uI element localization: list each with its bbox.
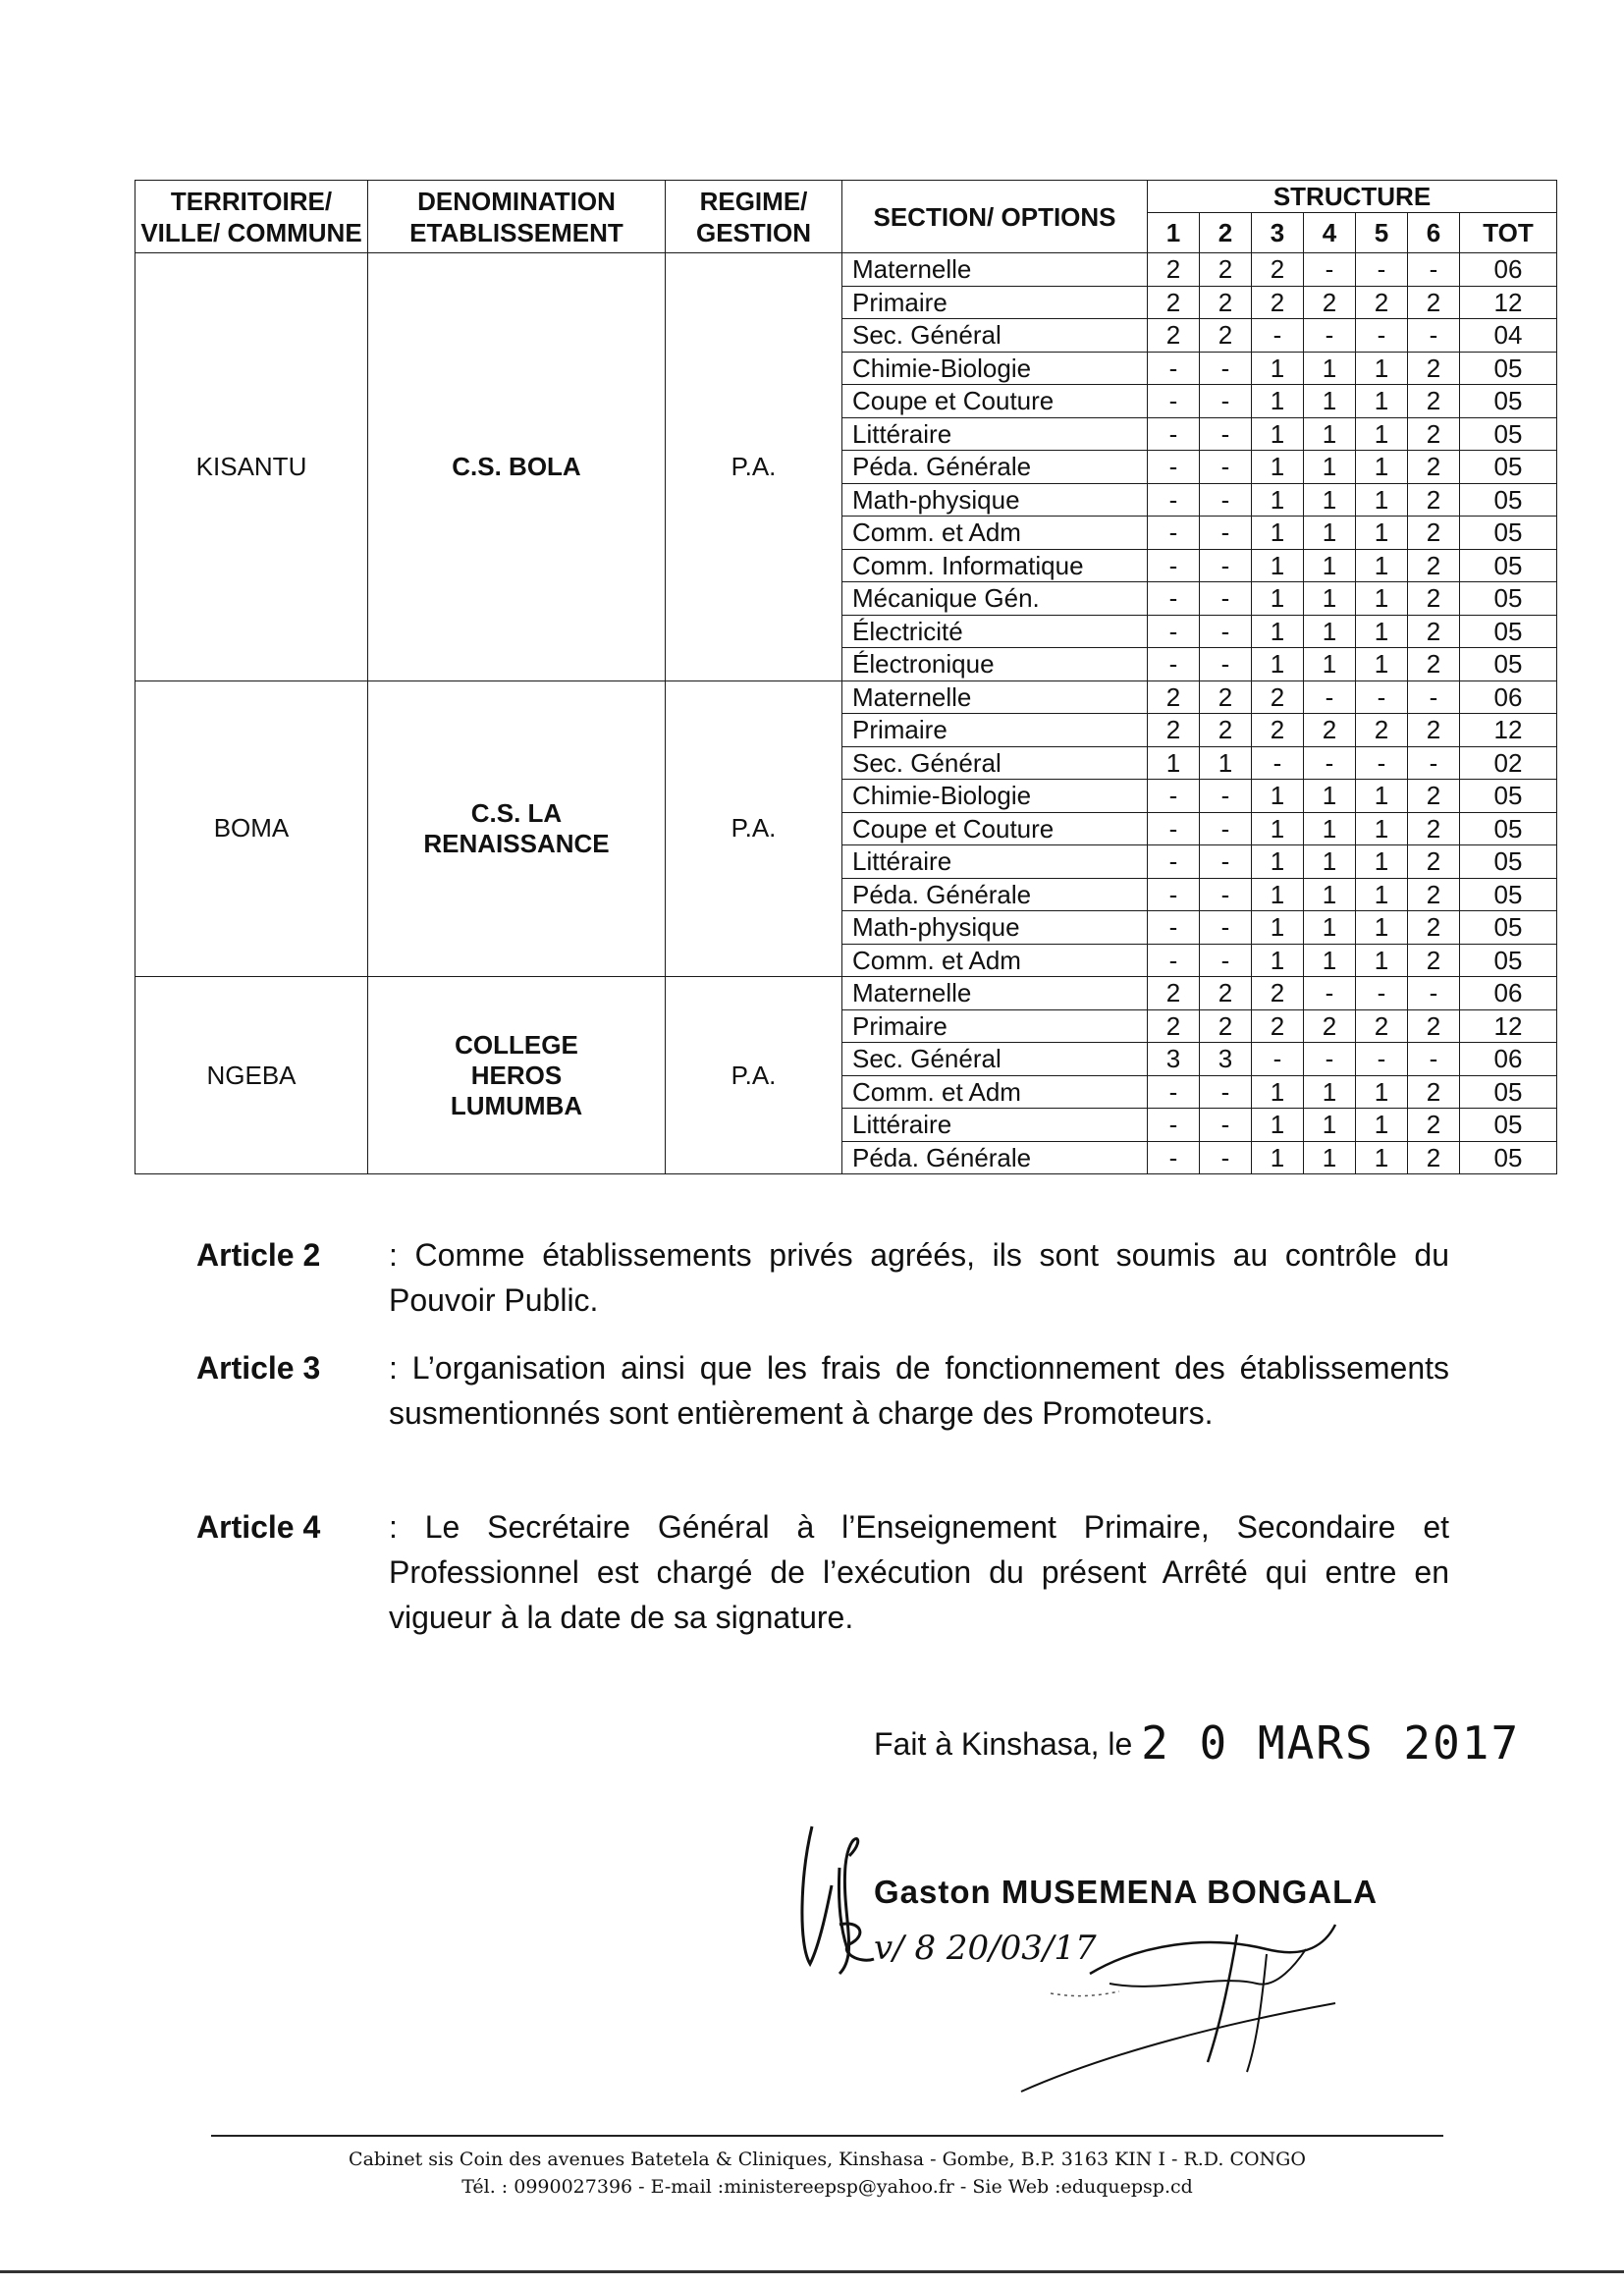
header-col-6: 6 <box>1408 213 1460 253</box>
structure-cell: 1 <box>1356 417 1408 451</box>
total-cell: 05 <box>1460 911 1557 945</box>
structure-cell: 1 <box>1356 451 1408 484</box>
establishment-table-wrapper <box>135 180 1556 1174</box>
signer-name: Gaston MUSEMENA BONGALA <box>874 1874 1379 1910</box>
structure-cell: - <box>1148 911 1200 945</box>
section-cell: Sec. Général <box>842 746 1148 780</box>
total-cell: 05 <box>1460 648 1557 681</box>
structure-cell: - <box>1148 780 1200 813</box>
structure-cell: - <box>1148 1075 1200 1109</box>
structure-cell: 1 <box>1304 1109 1356 1142</box>
structure-cell: - <box>1356 1043 1408 1076</box>
total-cell: 06 <box>1460 253 1557 287</box>
header-col-1: 1 <box>1148 213 1200 253</box>
structure-cell: 1 <box>1304 1141 1356 1174</box>
structure-cell: 1 <box>1252 648 1304 681</box>
header-col-4: 4 <box>1304 213 1356 253</box>
structure-cell: - <box>1200 648 1252 681</box>
total-cell: 05 <box>1460 385 1557 418</box>
total-cell: 05 <box>1460 1109 1557 1142</box>
structure-cell: 1 <box>1356 878 1408 911</box>
structure-cell: - <box>1148 615 1200 648</box>
structure-cell: 2 <box>1200 319 1252 353</box>
structure-cell: - <box>1408 319 1460 353</box>
total-cell: 06 <box>1460 680 1557 714</box>
structure-cell: 2 <box>1148 319 1200 353</box>
structure-cell: - <box>1408 680 1460 714</box>
header-territoire: TERRITOIRE/ VILLE/ COMMUNE <box>135 181 368 253</box>
structure-cell: 2 <box>1408 944 1460 977</box>
section-cell: Coupe et Couture <box>842 812 1148 845</box>
regime-cell-text: P.A. <box>731 1060 777 1090</box>
structure-cell: 1 <box>1304 944 1356 977</box>
section-cell: Maternelle <box>842 253 1148 287</box>
header-col-tot: TOT <box>1460 213 1557 253</box>
structure-cell: 1 <box>1304 417 1356 451</box>
footer-rule <box>211 2135 1443 2137</box>
structure-cell: 1 <box>1252 845 1304 879</box>
total-cell: 12 <box>1460 1009 1557 1043</box>
signature <box>1011 1905 1384 2101</box>
header-col-2: 2 <box>1200 213 1252 253</box>
section-cell: Électronique <box>842 648 1148 681</box>
structure-cell: 2 <box>1408 1009 1460 1043</box>
section-cell: Comm. et Adm <box>842 944 1148 977</box>
signoff-line <box>874 1716 1520 1769</box>
structure-cell: 1 <box>1252 1075 1304 1109</box>
structure-cell: 2 <box>1252 286 1304 319</box>
structure-cell: 2 <box>1252 1009 1304 1043</box>
structure-cell: - <box>1200 483 1252 517</box>
structure-cell: 1 <box>1304 1075 1356 1109</box>
total-cell: 05 <box>1460 845 1557 879</box>
footer <box>211 2146 1443 2201</box>
structure-cell: 2 <box>1408 1075 1460 1109</box>
structure-cell: 1 <box>1356 812 1408 845</box>
territoire-cell <box>135 253 368 681</box>
structure-cell: 1 <box>1356 615 1408 648</box>
structure-cell: 2 <box>1252 680 1304 714</box>
structure-cell: 2 <box>1304 286 1356 319</box>
structure-cell: 1 <box>1356 582 1408 616</box>
total-cell: 06 <box>1460 1043 1557 1076</box>
section-cell: Électricité <box>842 615 1148 648</box>
total-cell: 04 <box>1460 319 1557 353</box>
total-cell: 02 <box>1460 746 1557 780</box>
structure-cell: - <box>1148 944 1200 977</box>
structure-cell: - <box>1148 845 1200 879</box>
structure-cell: - <box>1148 483 1200 517</box>
regime-cell <box>666 680 842 977</box>
structure-cell: - <box>1200 878 1252 911</box>
structure-cell: 1 <box>1356 483 1408 517</box>
structure-cell: - <box>1200 911 1252 945</box>
structure-cell: - <box>1200 385 1252 418</box>
article-label: Article 2 <box>196 1237 321 1273</box>
structure-cell: 2 <box>1408 517 1460 550</box>
structure-cell: - <box>1200 352 1252 385</box>
territoire-cell-text: KISANTU <box>195 451 307 481</box>
total-cell: 05 <box>1460 483 1557 517</box>
total-cell: 05 <box>1460 352 1557 385</box>
section-cell: Littéraire <box>842 417 1148 451</box>
etablissement-cell-text: COLLEGE HEROS LUMUMBA <box>450 1029 583 1120</box>
structure-cell: 2 <box>1148 253 1200 287</box>
establishment-table <box>135 180 1557 1174</box>
structure-cell: - <box>1200 549 1252 582</box>
structure-cell: 1 <box>1356 845 1408 879</box>
section-cell: Comm. Informatique <box>842 549 1148 582</box>
structure-cell: 1 <box>1252 615 1304 648</box>
structure-cell: 1 <box>1304 385 1356 418</box>
etablissement-cell-text: C.S. BOLA <box>452 451 581 481</box>
structure-cell: - <box>1356 680 1408 714</box>
structure-cell: 2 <box>1408 615 1460 648</box>
structure-cell: 1 <box>1252 483 1304 517</box>
structure-cell: 2 <box>1408 648 1460 681</box>
structure-cell: 1 <box>1304 615 1356 648</box>
structure-cell: 1 <box>1304 451 1356 484</box>
structure-cell: - <box>1200 517 1252 550</box>
structure-cell: 2 <box>1148 1009 1200 1043</box>
structure-cell: 1 <box>1304 352 1356 385</box>
structure-cell: - <box>1304 253 1356 287</box>
structure-cell: 1 <box>1252 582 1304 616</box>
total-cell: 05 <box>1460 615 1557 648</box>
structure-cell: 2 <box>1408 714 1460 747</box>
section-cell: Sec. Général <box>842 319 1148 353</box>
structure-cell: 1 <box>1252 780 1304 813</box>
structure-cell: 1 <box>1252 517 1304 550</box>
structure-cell: - <box>1148 385 1200 418</box>
total-cell: 05 <box>1460 417 1557 451</box>
structure-cell: 2 <box>1408 549 1460 582</box>
territoire-cell-text: BOMA <box>213 813 290 844</box>
structure-cell: - <box>1148 582 1200 616</box>
structure-cell: 1 <box>1304 911 1356 945</box>
total-cell: 05 <box>1460 517 1557 550</box>
structure-cell: 1 <box>1356 352 1408 385</box>
structure-cell: 1 <box>1304 517 1356 550</box>
total-cell: 05 <box>1460 451 1557 484</box>
article-text: : Le Secrétaire Général à l’Enseignement Primaire, Secondaire et Professionnel est chargé de l’exécution du présent Arrêté qui entre en vigueur à la date de sa signature. <box>389 1509 1449 1635</box>
footer-contact: Tél. : 0990027396 - E-mail :ministereepsp@yahoo.fr - Sie Web :eduquepsp.cd <box>461 2176 1193 2198</box>
structure-cell: - <box>1200 417 1252 451</box>
structure-cell: - <box>1200 944 1252 977</box>
total-cell: 12 <box>1460 286 1557 319</box>
section-cell: Chimie-Biologie <box>842 780 1148 813</box>
section-cell: Maternelle <box>842 680 1148 714</box>
etablissement-cell <box>368 680 666 977</box>
total-cell: 05 <box>1460 1141 1557 1174</box>
section-cell: Primaire <box>842 1009 1148 1043</box>
structure-cell: - <box>1252 319 1304 353</box>
total-cell: 12 <box>1460 714 1557 747</box>
section-cell: Primaire <box>842 714 1148 747</box>
structure-cell: 1 <box>1252 944 1304 977</box>
header-col-3: 3 <box>1252 213 1304 253</box>
structure-cell: 2 <box>1356 286 1408 319</box>
structure-cell: - <box>1304 680 1356 714</box>
total-cell: 06 <box>1460 977 1557 1010</box>
structure-cell: 2 <box>1200 680 1252 714</box>
structure-cell: - <box>1356 746 1408 780</box>
structure-cell: 2 <box>1408 483 1460 517</box>
structure-cell: 2 <box>1408 352 1460 385</box>
regime-cell <box>666 253 842 681</box>
article-label: Article 3 <box>196 1350 321 1386</box>
structure-cell: 1 <box>1356 944 1408 977</box>
date-stamp: 2 0 MARS 2017 <box>1141 1716 1521 1769</box>
structure-cell: 2 <box>1408 385 1460 418</box>
structure-cell: 1 <box>1356 385 1408 418</box>
header-section: SECTION/ OPTIONS <box>842 181 1148 253</box>
structure-cell: 2 <box>1304 1009 1356 1043</box>
section-cell: Math-physique <box>842 483 1148 517</box>
table-row <box>135 680 1557 714</box>
article-text: : L’organisation ainsi que les frais de fonctionnement des établissements susmentionnés sont entièrement à charge des Promoteurs. <box>389 1350 1449 1431</box>
section-cell: Péda. Générale <box>842 451 1148 484</box>
structure-cell: - <box>1148 1141 1200 1174</box>
structure-cell: - <box>1408 1043 1460 1076</box>
structure-cell: 3 <box>1200 1043 1252 1076</box>
structure-cell: 1 <box>1356 648 1408 681</box>
structure-cell: - <box>1200 1109 1252 1142</box>
structure-cell: 2 <box>1408 417 1460 451</box>
structure-cell: 2 <box>1252 977 1304 1010</box>
total-cell: 05 <box>1460 878 1557 911</box>
structure-cell: 1 <box>1356 780 1408 813</box>
structure-cell: 1 <box>1252 352 1304 385</box>
structure-cell: 2 <box>1200 1009 1252 1043</box>
structure-cell: 2 <box>1304 714 1356 747</box>
structure-cell: 1 <box>1252 911 1304 945</box>
total-cell: 05 <box>1460 1075 1557 1109</box>
section-cell: Littéraire <box>842 1109 1148 1142</box>
structure-cell: - <box>1148 352 1200 385</box>
structure-cell: 2 <box>1408 812 1460 845</box>
structure-cell: 2 <box>1148 977 1200 1010</box>
structure-cell: - <box>1200 615 1252 648</box>
header-denomination: DENOMINATION ETABLISSEMENT <box>368 181 666 253</box>
structure-cell: - <box>1304 746 1356 780</box>
total-cell: 05 <box>1460 582 1557 616</box>
structure-cell: 2 <box>1252 714 1304 747</box>
structure-cell: - <box>1200 1141 1252 1174</box>
structure-cell: 1 <box>1304 812 1356 845</box>
structure-cell: 2 <box>1200 714 1252 747</box>
structure-cell: 1 <box>1356 517 1408 550</box>
etablissement-cell <box>368 977 666 1174</box>
structure-cell: 1 <box>1304 549 1356 582</box>
structure-cell: 2 <box>1408 1141 1460 1174</box>
structure-cell: - <box>1304 977 1356 1010</box>
structure-cell: 1 <box>1252 417 1304 451</box>
structure-cell: - <box>1200 1075 1252 1109</box>
footer-address: Cabinet sis Coin des avenues Batetela & Cliniques, Kinshasa - Gombe, B.P. 3163 KIN I - R.D. CONGO <box>349 2149 1306 2170</box>
structure-cell: 2 <box>1356 1009 1408 1043</box>
structure-cell: 1 <box>1304 648 1356 681</box>
initials-date-text: v/ 8 20/03/17 <box>874 1929 1097 1968</box>
section-cell: Primaire <box>842 286 1148 319</box>
structure-cell: 1 <box>1252 878 1304 911</box>
structure-cell: - <box>1148 517 1200 550</box>
structure-cell: 2 <box>1148 680 1200 714</box>
structure-cell: - <box>1148 549 1200 582</box>
page-bottom-rule <box>0 2270 1624 2273</box>
structure-cell: - <box>1252 1043 1304 1076</box>
structure-cell: - <box>1304 319 1356 353</box>
structure-cell: - <box>1304 1043 1356 1076</box>
structure-cell: 2 <box>1148 714 1200 747</box>
structure-cell: 1 <box>1252 549 1304 582</box>
table-body <box>135 253 1557 1174</box>
section-cell: Littéraire <box>842 845 1148 879</box>
structure-cell: - <box>1408 746 1460 780</box>
structure-cell: 1 <box>1356 1109 1408 1142</box>
total-cell: 05 <box>1460 944 1557 977</box>
structure-cell: 1 <box>1200 746 1252 780</box>
article-label: Article 4 <box>196 1509 321 1545</box>
structure-cell: 3 <box>1148 1043 1200 1076</box>
structure-cell: - <box>1408 977 1460 1010</box>
structure-cell: - <box>1148 417 1200 451</box>
header-structure: STRUCTURE <box>1148 181 1557 213</box>
structure-cell: - <box>1200 451 1252 484</box>
structure-cell: 1 <box>1304 582 1356 616</box>
structure-cell: 2 <box>1408 780 1460 813</box>
section-cell: Coupe et Couture <box>842 385 1148 418</box>
article-text: : Comme établissements privés agréés, ils sont soumis au contrôle du Pouvoir Public. <box>389 1237 1449 1318</box>
structure-cell: 1 <box>1252 1109 1304 1142</box>
structure-cell: - <box>1252 746 1304 780</box>
structure-cell: 2 <box>1408 582 1460 616</box>
structure-cell: 1 <box>1252 385 1304 418</box>
structure-cell: - <box>1200 845 1252 879</box>
structure-cell: 2 <box>1252 253 1304 287</box>
structure-cell: - <box>1148 812 1200 845</box>
total-cell: 05 <box>1460 780 1557 813</box>
structure-cell: - <box>1408 253 1460 287</box>
section-cell: Maternelle <box>842 977 1148 1010</box>
structure-cell: 1 <box>1252 451 1304 484</box>
section-cell: Chimie-Biologie <box>842 352 1148 385</box>
structure-cell: 1 <box>1304 878 1356 911</box>
structure-cell: - <box>1148 1109 1200 1142</box>
structure-cell: - <box>1148 451 1200 484</box>
structure-cell: 2 <box>1408 451 1460 484</box>
structure-cell: 2 <box>1408 286 1460 319</box>
section-cell: Sec. Général <box>842 1043 1148 1076</box>
structure-cell: - <box>1200 780 1252 813</box>
structure-cell: 1 <box>1304 845 1356 879</box>
section-cell: Math-physique <box>842 911 1148 945</box>
structure-cell: 1 <box>1356 549 1408 582</box>
structure-cell: 1 <box>1252 1141 1304 1174</box>
structure-cell: 2 <box>1200 253 1252 287</box>
structure-cell: 2 <box>1408 878 1460 911</box>
structure-cell: - <box>1200 812 1252 845</box>
structure-cell: 2 <box>1408 845 1460 879</box>
territoire-cell <box>135 680 368 977</box>
structure-cell: 1 <box>1356 1075 1408 1109</box>
regime-cell-text: P.A. <box>731 451 777 481</box>
structure-cell: 2 <box>1200 977 1252 1010</box>
structure-cell: 1 <box>1148 746 1200 780</box>
etablissement-cell <box>368 253 666 681</box>
structure-cell: 2 <box>1356 714 1408 747</box>
header-col-5: 5 <box>1356 213 1408 253</box>
structure-cell: 2 <box>1200 286 1252 319</box>
structure-cell: - <box>1356 977 1408 1010</box>
structure-cell: 1 <box>1356 911 1408 945</box>
structure-cell: - <box>1356 319 1408 353</box>
structure-cell: - <box>1148 648 1200 681</box>
structure-cell: 2 <box>1408 911 1460 945</box>
structure-cell: 1 <box>1304 780 1356 813</box>
structure-cell: - <box>1200 582 1252 616</box>
header-regime: REGIME/ GESTION <box>666 181 842 253</box>
total-cell: 05 <box>1460 549 1557 582</box>
section-cell: Péda. Générale <box>842 1141 1148 1174</box>
section-cell: Comm. et Adm <box>842 1075 1148 1109</box>
etablissement-cell-text: C.S. LA RENAISSANCE <box>423 797 610 858</box>
table-row <box>135 253 1557 287</box>
territoire-cell <box>135 977 368 1174</box>
structure-cell: 2 <box>1408 1109 1460 1142</box>
section-cell: Péda. Générale <box>842 878 1148 911</box>
structure-cell: 2 <box>1148 286 1200 319</box>
regime-cell-text: P.A. <box>731 813 777 844</box>
regime-cell <box>666 977 842 1174</box>
structure-cell: 1 <box>1252 812 1304 845</box>
signoff-place: Fait à Kinshasa, le <box>874 1726 1133 1762</box>
structure-cell: 1 <box>1356 1141 1408 1174</box>
section-cell: Comm. et Adm <box>842 517 1148 550</box>
structure-cell: - <box>1148 878 1200 911</box>
structure-cell: 1 <box>1304 483 1356 517</box>
structure-cell: - <box>1356 253 1408 287</box>
total-cell: 05 <box>1460 812 1557 845</box>
territoire-cell-text: NGEBA <box>206 1060 297 1090</box>
table-row <box>135 977 1557 1010</box>
section-cell: Mécanique Gén. <box>842 582 1148 616</box>
